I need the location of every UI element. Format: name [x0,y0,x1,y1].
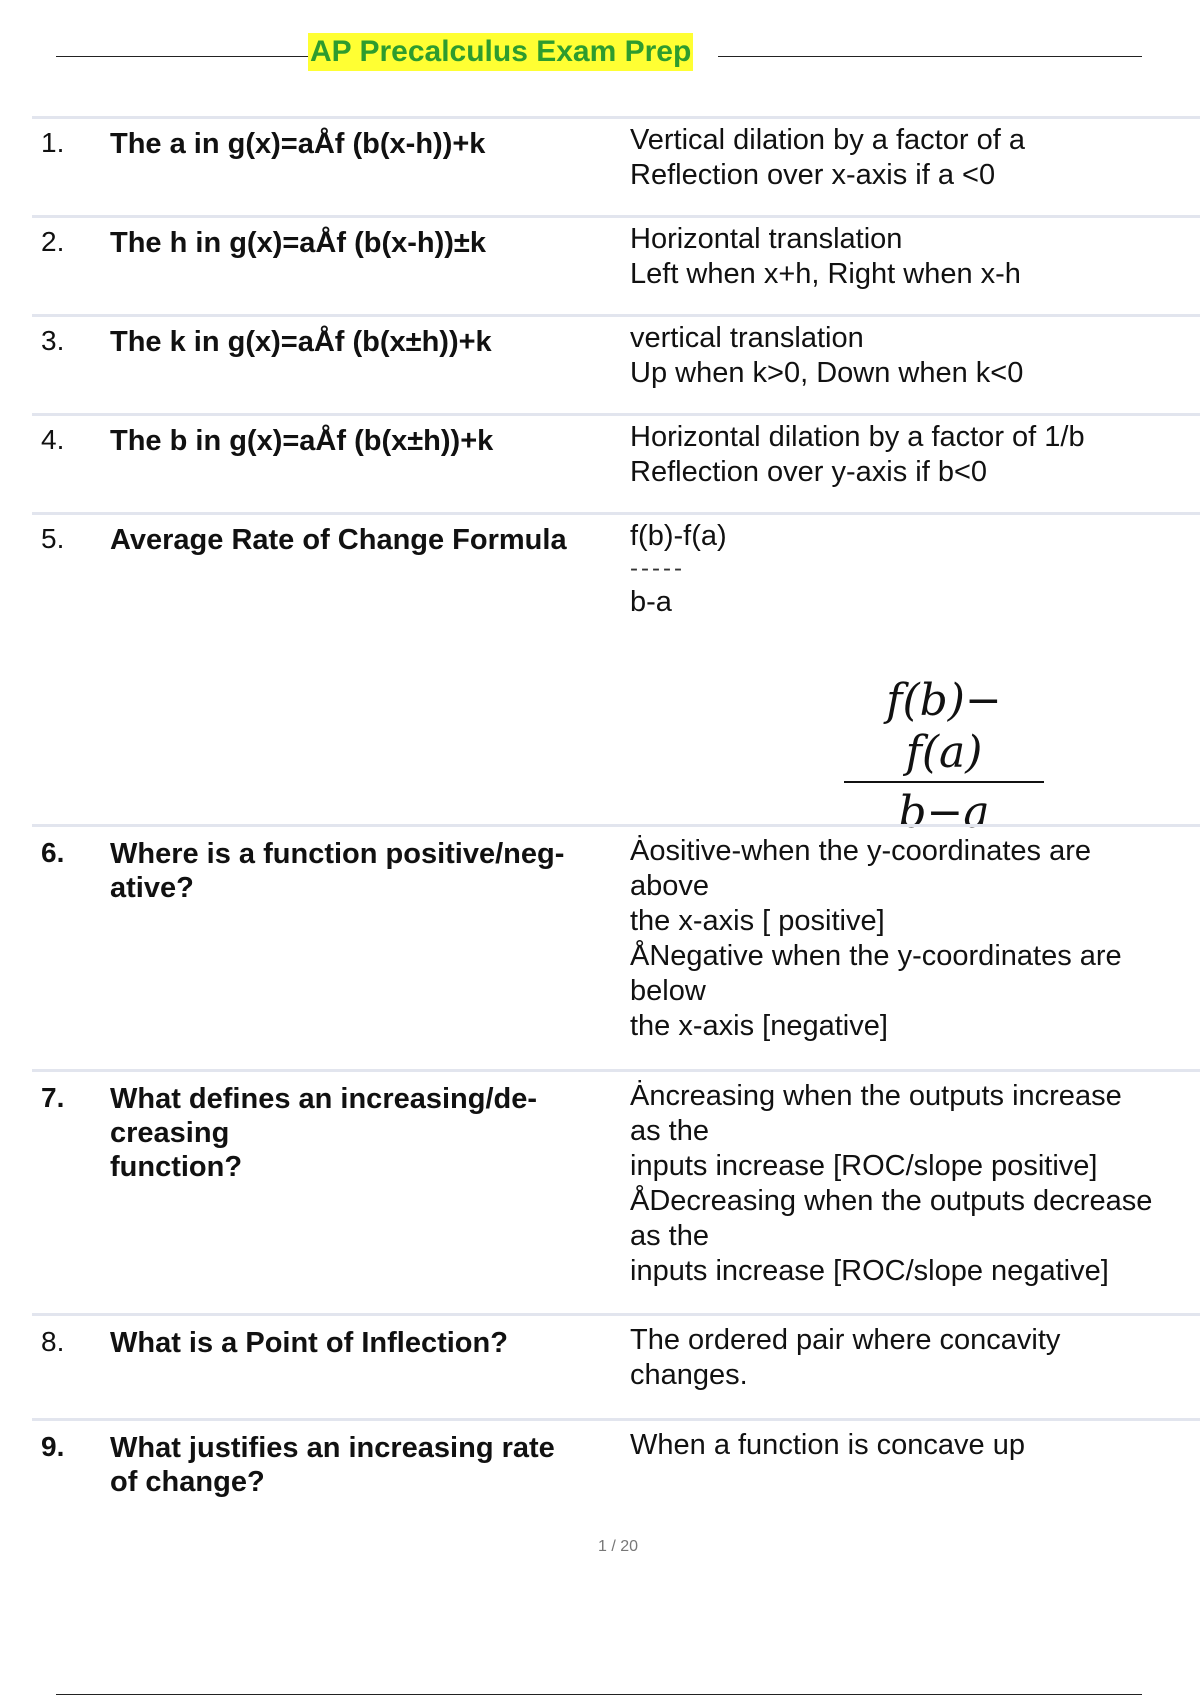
row-number: 3. [41,325,65,356]
row-number: 8. [41,1326,65,1357]
document-title: AP Precalculus Exam Prep [308,33,693,71]
row-definition: When a function is concave up [630,1429,1025,1461]
row-number: 7. [41,1082,65,1113]
page-number: 1 / 20 [597,1538,639,1555]
table-row [32,413,1200,512]
row-definition: Horizontal dilation by a factor of 1/b Reflection over y-axis if b<0 [630,421,1085,488]
table-row [32,116,1200,215]
header-rule-left [56,56,310,57]
row-term: What is a Point of Inflection? [110,1327,508,1359]
table-row [32,314,1200,413]
row-term: What justifies an increasing rate of change? [110,1432,555,1498]
row-definition: Ȧositive-when the y-coordinates are above the x-axis [ positive] ÅNegative when the y-coordinates are below the x-axis [negative] [630,835,1122,1042]
row-definition: The ordered pair where concavity changes. [630,1324,1061,1391]
formula-denominator: b−a [898,787,990,838]
row-definition: Horizontal translation Left when x+h, Right when x-h [630,223,1021,290]
average-rate-denominator-text: b-a [630,586,672,618]
page-header [0,0,1200,100]
row-term: The a in g(x)=aÅf (b(x-h))+k [110,128,486,160]
row-number: 2. [41,226,65,257]
table-row [32,1418,1200,1523]
row-number: 5. [41,523,65,554]
row-number: 4. [41,424,65,455]
average-rate-dash-line: ----- [630,555,685,582]
row-term: Average Rate of Change Formula [110,524,567,556]
row-term: What defines an increasing/de- creasing function? [110,1083,538,1183]
flashcard-table [32,116,1200,1523]
table-row [32,512,1200,838]
row-term: The k in g(x)=aÅf (b(x±h))+k [110,326,492,358]
row-definition: Ȧncreasing when the outputs increase as the inputs increase [ROC/slope positive] ÅDecreasing when the outputs decrease as the inputs increase [ROC/slope negative] [630,1080,1153,1287]
row-number: 1. [41,127,65,158]
row-term: The h in g(x)=aÅf (b(x-h))±k [110,227,486,259]
average-rate-formula [844,675,1044,839]
fraction-bar [844,781,1044,783]
footer-rule [56,1694,1142,1695]
formula-numerator: f(b)− f(a) [886,675,1002,778]
row-number: 9. [41,1431,65,1462]
average-rate-numerator-text: f(b)-f(a) [630,520,727,552]
table-row [32,1313,1200,1418]
row-definition: Vertical dilation by a factor of a Reflection over x-axis if a <0 [630,124,1025,191]
row-term: The b in g(x)=aÅf (b(x±h))+k [110,425,494,457]
table-row [32,1069,1200,1313]
row-definition: vertical translation Up when k>0, Down when k<0 [630,322,1024,389]
table-row [32,215,1200,314]
header-rule-right [718,56,1142,57]
row-number: 6. [41,837,65,868]
table-row [32,824,1200,1069]
row-term: Where is a function positive/neg- ative? [110,838,565,904]
